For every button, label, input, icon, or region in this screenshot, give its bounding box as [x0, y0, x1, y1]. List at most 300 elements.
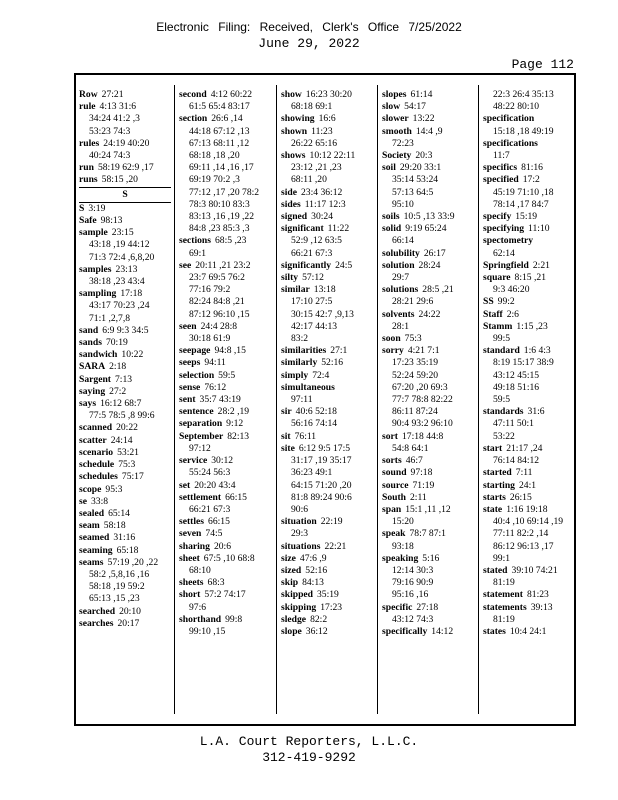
index-term: seepage [179, 345, 211, 357]
index-entry [281, 516, 375, 528]
page-line-refs: 28:2 ,19 [217, 406, 250, 418]
index-entry [382, 626, 476, 638]
page-line-refs: 20:6 [213, 540, 231, 552]
index-entry-continuation: 68:18 ,18 ,20 [189, 150, 240, 162]
index-term: stated [483, 564, 508, 576]
index-term: situations [281, 540, 321, 552]
page-line-refs: 58:19 62:9 ,17 [97, 162, 154, 174]
page-line-refs: 2:21 [532, 259, 550, 271]
page-line-refs: 52:16 [321, 357, 344, 369]
index-entry [79, 101, 171, 113]
index-term: see [179, 259, 192, 271]
index-entry-continuation: 35:14 53:24 [392, 174, 439, 186]
index-entry-continuation: 36:23 49:1 [291, 467, 333, 479]
index-term: Staff [483, 308, 503, 320]
index-entry-continuation: 86:11 87:24 [392, 406, 438, 418]
index-term: signed [281, 211, 308, 223]
index-term: separation [179, 418, 223, 430]
page-line-refs: 65:18 [116, 544, 139, 556]
index-entry [79, 215, 171, 227]
index-entry [179, 553, 274, 565]
page-line-refs: 82:13 [227, 430, 250, 442]
index-entry-continuation: 81:19 [493, 613, 515, 625]
index-term: solid [382, 223, 402, 235]
page-line-refs: 7:11 [515, 467, 533, 479]
index-column-5 [483, 89, 574, 710]
index-term: S [79, 202, 85, 214]
index-entry-continuation: 78:3 80:10 83:3 [189, 198, 250, 210]
page-line-refs: 52:16 [305, 564, 328, 576]
index-entry [79, 459, 171, 471]
page-line-refs: 33:8 [91, 495, 109, 507]
index-term: soils [382, 211, 400, 223]
index-term: scatter [79, 434, 107, 446]
index-entry [79, 174, 171, 186]
index-entry [79, 435, 171, 447]
index-entry [382, 309, 476, 321]
index-term: seeps [179, 357, 201, 369]
index-term: starting [483, 479, 515, 491]
index-entry-continuation: 86:12 96:13 ,17 [493, 540, 554, 552]
index-entry [382, 162, 476, 174]
page-line-refs: 57:19 ,20 ,22 [107, 556, 159, 568]
index-term: sheet [179, 552, 200, 564]
page-line-refs: 13:22 [412, 113, 435, 125]
index-entry-continuation: 81:19 [493, 577, 515, 589]
index-term: runs [79, 174, 98, 186]
index-term: Society [382, 150, 412, 162]
index-entry-continuation: 76:14 84:12 [493, 455, 540, 467]
index-entry-continuation: 30:15 42:7 ,9,13 [291, 308, 354, 320]
page-line-refs: 54:17 [404, 101, 426, 113]
page-line-refs: 75:17 [121, 471, 144, 483]
index-entry-continuation: 68:18 69:1 [291, 101, 333, 113]
index-entry-continuation: 67:20 ,20 69:3 [392, 381, 448, 393]
page-line-refs: 75:3 [118, 459, 136, 471]
index-entry [179, 516, 274, 528]
page-line-refs: 67:5 ,10 68:8 [203, 552, 255, 564]
index-entry-continuation: 97:11 [291, 394, 313, 406]
index-entry-continuation: 28:1 [392, 320, 410, 332]
index-entry [79, 606, 171, 618]
index-entry-continuation: 26:22 65:16 [291, 137, 338, 149]
index-term: sandwich [79, 349, 118, 361]
index-entry [382, 223, 476, 235]
index-term: started [483, 467, 512, 479]
index-entry-continuation: 99:10 ,15 [189, 625, 226, 637]
index-entry [79, 386, 171, 398]
index-term: solvents [382, 308, 415, 320]
index-term: seamed [79, 532, 110, 544]
index-term: se [79, 495, 87, 507]
page-line-refs: 68:3 [207, 577, 225, 589]
index-entry [281, 223, 375, 235]
page-line-refs: 65:14 [108, 507, 130, 519]
index-entry [179, 382, 274, 394]
index-entry-continuation: 95:16 ,16 [392, 589, 429, 601]
index-term: slow [382, 101, 401, 113]
index-term: sampling [79, 288, 117, 300]
index-term: solubility [382, 247, 420, 259]
index-entry [382, 492, 476, 504]
index-entry [382, 101, 476, 113]
index-entry [483, 467, 574, 479]
index-entry [281, 614, 375, 626]
index-entry [79, 162, 171, 174]
index-term: settlement [179, 491, 222, 503]
index-entry [79, 618, 171, 630]
filing-date: June 29, 2022 [258, 36, 360, 51]
index-entry-continuation: 56:16 74:14 [291, 418, 338, 430]
page-line-refs: 24:22 [418, 308, 441, 320]
page-line-refs: 81:23 [526, 589, 549, 601]
index-entry [79, 361, 171, 373]
index-term: spectometry [483, 235, 534, 247]
index-entry-continuation: 69:11 ,14 ,16 ,17 [189, 162, 254, 174]
index-entry [382, 528, 476, 540]
page-line-refs: 95:3 [105, 483, 123, 495]
index-entry [483, 223, 574, 235]
index-term: side [281, 186, 297, 198]
page-line-refs: 66:15 [208, 516, 230, 528]
index-entry [281, 626, 375, 638]
index-entry [79, 545, 171, 557]
index-entry [79, 557, 171, 569]
index-term: sound [382, 467, 407, 479]
index-entry [281, 577, 375, 589]
index-entry-continuation: 29:7 [392, 272, 410, 284]
index-term: square [483, 272, 511, 284]
page-line-refs: 11:23 [311, 125, 333, 137]
page-line-refs: 71:19 [412, 479, 435, 491]
index-entry [281, 602, 375, 614]
page-line-refs: 20:17 [117, 617, 140, 629]
index-term: showing [281, 113, 315, 125]
page-line-refs: 53:21 [117, 446, 139, 458]
index-entry [483, 296, 574, 308]
page-line-refs: 31:16 [113, 532, 136, 544]
index-entry-continuation: 77:12 ,17 ,20 78:2 [189, 186, 260, 198]
index-entry [179, 406, 274, 418]
index-entry [179, 455, 274, 467]
index-entry-continuation: 68:11 ,20 [291, 174, 327, 186]
page-line-refs: 10:5 ,13 33:9 [403, 211, 455, 223]
index-term: sharing [179, 540, 210, 552]
index-term: sheets [179, 577, 204, 589]
index-column-4 [382, 89, 476, 710]
page-line-refs: 11:22 [327, 223, 350, 235]
index-entry [483, 406, 574, 418]
index-term: sized [281, 564, 302, 576]
index-entry [382, 248, 476, 260]
index-term: smooth [382, 125, 412, 137]
index-entry-continuation: 77:5 78:5 ,8 99:6 [89, 410, 155, 422]
index-entry-continuation: 87:12 96:10 ,15 [189, 308, 250, 320]
index-entry [483, 309, 574, 321]
index-term: seam [79, 520, 100, 532]
index-entry [382, 431, 476, 443]
index-entry [382, 504, 476, 516]
index-term: speaking [382, 552, 419, 564]
index-entry [179, 357, 274, 369]
index-entry [281, 260, 375, 272]
index-term: sir [281, 406, 292, 418]
index-term: solution [382, 259, 415, 271]
index-term: searches [79, 617, 114, 629]
index-entry [281, 553, 375, 565]
index-entry [281, 272, 375, 284]
index-entry-continuation: 77:11 82:2 ,14 [493, 528, 549, 540]
page-line-refs: 1:6 4:3 [523, 345, 551, 357]
page-line-refs: 20:20 43:4 [194, 479, 236, 491]
index-entry [179, 370, 274, 382]
page-line-refs: 15:19 [515, 211, 538, 223]
page-line-refs: 58:15 ,20 [101, 174, 138, 186]
page-line-refs: 20:10 [119, 605, 141, 617]
page-line-refs: 66:15 [225, 491, 247, 503]
index-entry-continuation: 93:18 [392, 540, 414, 552]
page-line-refs: 10:12 22:11 [309, 150, 356, 162]
index-entry [483, 138, 574, 150]
index-entry-continuation: 90:4 93:2 96:10 [392, 418, 453, 430]
index-term: rule [79, 101, 96, 113]
index-term: states [483, 625, 506, 637]
index-entry-continuation: 97:12 [189, 442, 211, 454]
index-term: specifically [382, 625, 428, 637]
index-term: state [483, 503, 503, 515]
index-term: Row [79, 89, 98, 100]
index-entry [483, 565, 574, 577]
index-entry [179, 577, 274, 589]
page-line-refs: 17:23 [320, 601, 343, 613]
page-line-refs: 70:19 [105, 337, 128, 349]
index-entry-continuation: 69:19 70:2 ,3 [189, 174, 240, 186]
index-entry [179, 260, 274, 272]
index-term: statements [483, 601, 527, 613]
page-line-refs: 29:20 33:1 [399, 162, 442, 174]
index-term: Stamm [483, 320, 513, 332]
index-entry [281, 541, 375, 553]
index-entry [483, 589, 574, 601]
index-entry-continuation: 64:15 71:20 ,20 [291, 479, 352, 491]
index-entry [281, 370, 375, 382]
page-line-refs: 1:15 ,23 [516, 320, 548, 332]
index-entry [483, 174, 574, 186]
index-entry-continuation: 15:20 [392, 516, 414, 528]
index-entry-continuation: 62:14 [493, 247, 515, 259]
page-line-refs: 6:9 9:3 34:5 [102, 324, 149, 336]
index-entry [382, 602, 476, 614]
index-entry [179, 541, 274, 553]
index-entry [281, 187, 375, 199]
index-entry [382, 345, 476, 357]
index-entry-continuation: 77:7 78:8 82:22 [392, 394, 453, 406]
index-term: samples [79, 263, 112, 275]
index-entry-continuation: 38:18 ,23 43:4 [89, 276, 145, 288]
index-entry-continuation: 53:22 [493, 430, 515, 442]
index-term: run [79, 162, 94, 174]
page-line-refs: 22:19 [320, 516, 343, 528]
index-term: slope [281, 625, 302, 637]
index-entry [382, 455, 476, 467]
index-term: specification [483, 113, 535, 125]
page-line-refs: 15:1 ,11 ,12 [405, 503, 451, 515]
index-term: shown [281, 125, 308, 137]
index-entry-continuation: 95:10 [392, 198, 414, 210]
index-entry [79, 496, 171, 508]
index-term: source [382, 479, 409, 491]
index-entry-continuation: 99:5 [493, 333, 511, 345]
index-entry [179, 113, 274, 125]
index-entry [179, 528, 274, 540]
index-term: SS [483, 296, 494, 308]
index-term: specifying [483, 223, 525, 235]
index-entry [79, 138, 171, 150]
page-line-refs: 31:6 [527, 406, 545, 418]
index-entry-continuation: 49:18 51:16 [493, 381, 540, 393]
index-entry-continuation: 22:3 26:4 35:13 [493, 89, 554, 100]
index-term: seaming [79, 544, 113, 556]
index-term: set [179, 479, 191, 491]
index-entry [281, 126, 375, 138]
page-line-refs: 84:13 [302, 577, 324, 589]
index-entry [281, 357, 375, 369]
page-line-refs: 94:8 ,15 [214, 345, 246, 357]
index-term: seven [179, 528, 202, 540]
index-entry [79, 264, 171, 276]
index-entry [179, 614, 274, 626]
page-line-refs: 24:19 40:20 [103, 137, 150, 149]
index-entry [483, 162, 574, 174]
index-entry-continuation: 30:18 61:9 [189, 333, 231, 345]
page-line-refs: 59:5 [218, 369, 236, 381]
page-line-refs: 17:2 [522, 174, 540, 186]
index-entry-continuation: 58:2 ,5,8,16 ,16 [89, 568, 150, 580]
index-entry-continuation: 84:8 ,23 85:3 ,3 [189, 223, 250, 235]
page-line-refs: 16:6 [318, 113, 336, 125]
page-line-refs: 99:2 [497, 296, 515, 308]
index-entry-continuation: 52:9 ,12 63:5 [291, 235, 342, 247]
index-term: solutions [382, 284, 419, 296]
page-line-refs: 75:3 [404, 333, 422, 345]
index-term: Sargent [79, 373, 111, 385]
index-entry-continuation: 47:11 50:1 [493, 418, 534, 430]
page-line-refs: 27:21 [101, 89, 124, 100]
index-entry-continuation: 55:24 56:3 [189, 467, 231, 479]
index-term: starts [483, 491, 506, 503]
index-entry-continuation: 57:13 64:5 [392, 186, 434, 198]
index-term: span [382, 503, 402, 515]
index-entry [179, 89, 274, 101]
page-line-refs: 5:16 [422, 552, 440, 564]
index-entry-continuation: 77:16 79:2 [189, 284, 231, 296]
index-term: says [79, 398, 97, 410]
index-term: situation [281, 516, 317, 528]
index-entry [281, 211, 375, 223]
index-entry-continuation: 43:18 ,19 44:12 [89, 239, 150, 251]
index-entry-continuation: 42:17 44:13 [291, 320, 338, 332]
page-line-refs: 35:19 [317, 589, 339, 601]
index-entry [79, 484, 171, 496]
index-term: settles [179, 516, 205, 528]
index-term: sands [79, 337, 102, 349]
index-entry-continuation: 82:24 84:8 ,21 [189, 296, 245, 308]
page-line-refs: 2:6 [506, 308, 519, 320]
index-entry-continuation: 31:17 ,19 35:17 [291, 455, 352, 467]
index-entry-continuation: 66:21 67:3 [189, 503, 231, 515]
index-entry [483, 602, 574, 614]
index-entry [483, 113, 574, 125]
index-term: slower [382, 113, 409, 125]
index-term: specify [483, 211, 512, 223]
page-line-refs: 68:5 ,23 [214, 235, 247, 247]
index-entry-continuation: 59:5 [493, 394, 511, 406]
page-line-refs: 46:7 [405, 455, 423, 467]
index-entry-continuation: 72:23 [392, 137, 414, 149]
index-term: sample [79, 227, 108, 239]
index-term: sorry [382, 345, 404, 357]
index-entry [79, 520, 171, 532]
page-line-refs: 13:18 [313, 284, 336, 296]
index-entry [79, 325, 171, 337]
index-term: sledge [281, 613, 307, 625]
index-term: rules [79, 137, 100, 149]
index-entry [281, 431, 375, 443]
index-term: schedules [79, 471, 118, 483]
page-line-refs: 24:14 [110, 434, 133, 446]
column-divider [174, 85, 175, 714]
index-entry [179, 589, 274, 601]
page-line-refs: 20:11 ,21 23:2 [195, 259, 251, 271]
page-line-refs: 30:12 [211, 455, 234, 467]
index-term: specifications [483, 137, 538, 149]
index-entry [281, 382, 375, 394]
page-line-refs: 58:18 [103, 520, 126, 532]
index-entry [79, 89, 171, 101]
index-term: significant [281, 223, 324, 235]
page-line-refs: 78:7 87:1 [409, 528, 446, 540]
index-entry [281, 406, 375, 418]
index-entry [281, 284, 375, 296]
page-line-refs: 16:12 68:7 [100, 398, 142, 410]
page-line-refs: 36:12 [305, 625, 328, 637]
page-line-refs: 24:5 [335, 259, 353, 271]
index-term: silty [281, 272, 299, 284]
index-entry-continuation: 34:24 41:2 ,3 [89, 113, 140, 125]
page-line-refs: 76:12 [204, 381, 227, 393]
index-entry-continuation: 9:3 46:20 [493, 284, 530, 296]
index-term: specific [382, 601, 413, 613]
index-entry-continuation: 11:7 [493, 150, 510, 162]
page-line-refs: 39:13 [530, 601, 553, 613]
index-entry-continuation: 29:3 [291, 528, 309, 540]
index-term: standards [483, 406, 524, 418]
page-line-refs: 22:21 [324, 540, 347, 552]
page-line-refs: 7:13 [114, 373, 133, 385]
index-term: seen [179, 320, 197, 332]
reporter-phone: 312-419-9292 [262, 750, 356, 765]
index-term: searched [79, 605, 116, 617]
column-divider [377, 85, 378, 714]
index-term: scope [79, 483, 102, 495]
index-entry-continuation: 54:8 64:1 [392, 442, 429, 454]
index-entry [79, 398, 171, 410]
index-term: seams [79, 556, 104, 568]
index-entry-continuation: 66:14 [392, 235, 414, 247]
page-line-refs: 17:18 44:8 [401, 430, 444, 442]
index-entry-continuation: 83:2 [291, 333, 309, 345]
index-entry-continuation: 8:19 15:17 38:9 [493, 357, 554, 369]
